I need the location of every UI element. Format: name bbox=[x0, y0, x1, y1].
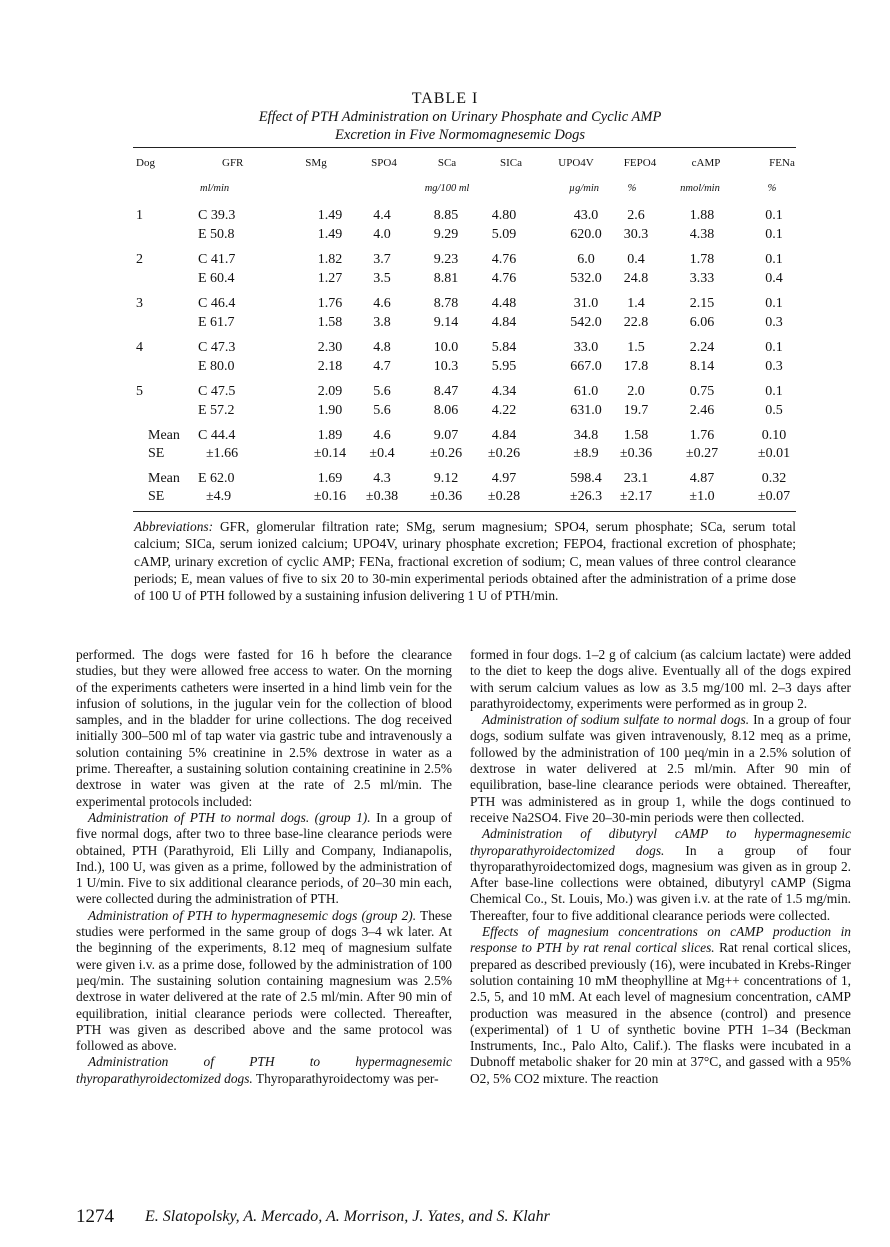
right-column bbox=[470, 647, 851, 1087]
column-header: SICa bbox=[500, 157, 522, 169]
abbreviations-label: Abbreviations: bbox=[134, 519, 214, 534]
table-cell: E 61.7 bbox=[198, 315, 235, 330]
paragraph bbox=[470, 924, 851, 1087]
table-cell: E 60.4 bbox=[198, 271, 235, 286]
table-cell: 532.0 bbox=[570, 271, 602, 286]
table-cell: ±0.28 bbox=[487, 489, 521, 504]
column-header: Dog bbox=[136, 157, 155, 169]
table-cell: 0.1 bbox=[765, 252, 783, 267]
table-cell: SE bbox=[148, 489, 165, 504]
table-cell: C 47.3 bbox=[198, 340, 236, 355]
column-header: cAMP bbox=[691, 157, 721, 169]
section-heading: Administration of PTH to hypermagnesemic thyroparathyroidectomized dogs. bbox=[76, 1054, 452, 1086]
unit-label: % bbox=[627, 183, 637, 194]
table-cell: 4.7 bbox=[373, 359, 391, 374]
table-cell: 8.14 bbox=[689, 359, 715, 374]
table-cell: 2 bbox=[136, 252, 143, 267]
table-cell: 19.7 bbox=[623, 403, 649, 418]
table-cell: 2.46 bbox=[689, 403, 715, 418]
table-cell: 1.76 bbox=[317, 296, 343, 311]
table-cell: 2.6 bbox=[627, 208, 645, 223]
table-cell: ±0.16 bbox=[313, 489, 347, 504]
table-cell: 9.07 bbox=[433, 428, 459, 443]
table-cell: 4.97 bbox=[491, 471, 517, 486]
paragraph bbox=[76, 908, 452, 1055]
table-cell: 4.84 bbox=[491, 428, 517, 443]
table-cell: 22.8 bbox=[623, 315, 649, 330]
left-column bbox=[76, 647, 452, 1087]
column-header: FEPO4 bbox=[623, 157, 657, 169]
table-bottom-rule bbox=[133, 511, 796, 512]
table-cell: ±0.4 bbox=[369, 446, 395, 461]
column-header: FENa bbox=[769, 157, 795, 169]
table-cell: 9.23 bbox=[433, 252, 459, 267]
table-cell: 1.49 bbox=[317, 227, 343, 242]
table-caption bbox=[200, 108, 720, 144]
table-cell: 5 bbox=[136, 384, 143, 399]
table-cell: C 39.3 bbox=[198, 208, 236, 223]
table-cell: 1.4 bbox=[627, 296, 645, 311]
column-header: GFR bbox=[222, 157, 244, 169]
table-cell: 4.0 bbox=[373, 227, 391, 242]
table-cell: 1 bbox=[136, 208, 143, 223]
table-cell: ±1.0 bbox=[689, 489, 715, 504]
table-cell: 3.5 bbox=[373, 271, 391, 286]
table-cell: ±2.17 bbox=[619, 489, 653, 504]
table-cell: ±0.26 bbox=[429, 446, 463, 461]
table-cell: 0.4 bbox=[765, 271, 783, 286]
column-header: SMg bbox=[305, 157, 327, 169]
table-cell: 4.87 bbox=[689, 471, 715, 486]
table-cell: 1.58 bbox=[623, 428, 649, 443]
paragraph-body: In a group of four thyroparathyroidectomized dogs, magnesium was given as in group 2. After base-line collections were obtained, dibutyryl cAMP (Sigma Chemical Co., St. Louis, Mo.) was given i.v. at the rate of 1.5 mg/min. Thereafter, four to five additional clearance periods were collected. bbox=[470, 842, 851, 923]
paragraph-body: These studies were performed in the same group of dogs 3–4 wk later. At the beginning of the experiments, 8.12 meq of magnesium sulfate were given i.v. as a prime dose, followed by the administration of 100 µeq/min. The sustaining solution containing magnesium was 2.5% dextrose in water delivered at the rate of 2.5 ml/min. After 90 min of equilibration, initial clearance periods were collected. Thereafter, PTH was given as described above and the same protocol was followed as above. bbox=[76, 907, 452, 1054]
table-cell: 4.4 bbox=[373, 208, 391, 223]
table-cell: 5.09 bbox=[491, 227, 517, 242]
paragraph-body: In a group of five normal dogs, after two to three base-line clearance periods were obtained, PTH (Parathyroid, Eli Lilly and Company, Indianapolis, Ind.), 100 U, was given as a prime, followed by the administration of 1 U/min. Five to six additional clearance periods, of 20–30 min each, were collected during the administration of PTH. bbox=[76, 809, 453, 907]
table-cell: 0.1 bbox=[765, 384, 783, 399]
table-cell: ±0.07 bbox=[757, 489, 791, 504]
paragraph bbox=[470, 826, 851, 924]
table-cell: C 44.4 bbox=[198, 428, 236, 443]
table-cell: 4.38 bbox=[689, 227, 715, 242]
table-cell: 1.76 bbox=[689, 428, 715, 443]
table-cell: 5.84 bbox=[491, 340, 517, 355]
table-cell: ±0.01 bbox=[757, 446, 791, 461]
table-cell: ±1.66 bbox=[206, 446, 239, 461]
table-cell: 1.27 bbox=[317, 271, 343, 286]
table-cell: ±0.36 bbox=[619, 446, 653, 461]
section-heading: Administration of PTH to hypermagnesemic dogs (group 2). bbox=[88, 907, 417, 923]
table-cell: 4.34 bbox=[491, 384, 517, 399]
table-cell: 620.0 bbox=[570, 227, 602, 242]
author-list: E. Slatopolsky, A. Mercado, A. Morrison, J. Yates, and S. Klahr bbox=[145, 1208, 550, 1225]
table-cell: ±0.38 bbox=[365, 489, 399, 504]
table-cell: 4.22 bbox=[491, 403, 517, 418]
table-cell: C 46.4 bbox=[198, 296, 236, 311]
table-cell: 0.3 bbox=[765, 359, 783, 374]
table-cell: 31.0 bbox=[573, 296, 599, 311]
table-cell: 1.90 bbox=[317, 403, 343, 418]
table-cell: E 50.8 bbox=[198, 227, 235, 242]
paragraph bbox=[76, 810, 452, 908]
table-cell: 4.8 bbox=[373, 340, 391, 355]
table-cell: 1.88 bbox=[689, 208, 715, 223]
table-cell: 1.49 bbox=[317, 208, 343, 223]
column-header: SPO4 bbox=[371, 157, 397, 169]
page-number: 1274 bbox=[76, 1206, 114, 1227]
table-cell: 0.5 bbox=[765, 403, 783, 418]
table-cell: 43.0 bbox=[573, 208, 599, 223]
table-cell: ±4.9 bbox=[206, 489, 232, 504]
paragraph: formed in four dogs. 1–2 g of calcium (as calcium lactate) were added to the diet to keep the dogs alive. Eventually all of the dogs expired with serum calcium values as low as 3.5 mg/100 ml. 2–3 days after parathyroidectomy, experiments were performed as in group 2. bbox=[470, 647, 851, 711]
table-cell: E 62.0 bbox=[198, 471, 235, 486]
section-heading: Administration of sodium sulfate to normal dogs. bbox=[482, 712, 750, 728]
table-cell: C 41.7 bbox=[198, 252, 236, 267]
table-cell: 8.06 bbox=[433, 403, 459, 418]
table-cell: 6.0 bbox=[577, 252, 595, 267]
table-cell: E 80.0 bbox=[198, 359, 235, 374]
table-cell: ±0.14 bbox=[313, 446, 347, 461]
table-cell: 4 bbox=[136, 340, 143, 355]
table-cell: 0.1 bbox=[765, 340, 783, 355]
abbreviations-text: GFR, glomerular filtration rate; SMg, serum magnesium; SPO4, serum phosphate; SCa, serum total calcium; SICa, serum ionized calcium; UPO4V, urinary phosphate excretion; FEPO4, fractional excretion of phosphate; cAMP, urinary excretion of cyclic AMP; FENa, fractional excretion of sodium; C, mean values of three control clearance periods; E, mean values of five to six 20 to 30-min experimental periods obtained after the administration of a prime dose of 100 U of PTH followed by a sustaining infusion delivering 1 U of PTH/min. bbox=[134, 519, 797, 604]
paragraph-body: Thyroparathyroidectomy was per- bbox=[252, 1070, 439, 1086]
table-cell: ±26.3 bbox=[569, 489, 603, 504]
section-heading: Effects of magnesium concentrations on cAMP production in response to PTH by rat renal cortical slices. bbox=[470, 924, 851, 956]
paragraph: performed. The dogs were fasted for 16 h before the clearance studies, but they were allowed free access to water. On the morning of the experiments catheters were inserted in a hind limb vein for the infusion of solutions, in the jugular vein for the collection of blood samples, and in the bladder for urine collections. The dog received initially 300–500 ml of tap water via gastric tube and intravenously a solution containing 5% creatinine in 2.5% dextrose in water as a prime. Thereafter, a sustaining solution containing creatinine in 2.5% dextrose in water was given at the rate of 2.5 ml/min. The experimental protocols included: bbox=[76, 647, 452, 809]
section-heading: Administration of PTH to normal dogs. (group 1). bbox=[88, 809, 371, 825]
table-caption-line-2: Excretion in Five Normomagnesemic Dogs bbox=[335, 127, 585, 143]
table-cell: 30.3 bbox=[623, 227, 649, 242]
table-cell: 4.6 bbox=[373, 296, 391, 311]
table-cell: 8.81 bbox=[433, 271, 459, 286]
table-cell: 542.0 bbox=[570, 315, 602, 330]
table-cell: 0.1 bbox=[765, 296, 783, 311]
table-cell: 61.0 bbox=[573, 384, 599, 399]
table-cell: 3.33 bbox=[689, 271, 715, 286]
unit-label: µg/min bbox=[569, 183, 599, 194]
table-cell: 4.84 bbox=[491, 315, 517, 330]
paragraph bbox=[470, 712, 851, 826]
table-cell: 2.09 bbox=[317, 384, 343, 399]
section-heading: Administration of dibutyryl cAMP to hypermagnesemic thyroparathyroidectomized dogs. bbox=[470, 826, 851, 858]
table-cell: 8.85 bbox=[433, 208, 459, 223]
table-caption-line-1: Effect of PTH Administration on Urinary Phosphate and Cyclic AMP bbox=[258, 109, 662, 125]
column-header: UPO4V bbox=[558, 157, 594, 169]
paragraph bbox=[76, 1054, 452, 1087]
table-cell: ±8.9 bbox=[573, 446, 599, 461]
table-cell: 4.6 bbox=[373, 428, 391, 443]
table-cell: 0.1 bbox=[765, 227, 783, 242]
table-cell: 2.15 bbox=[689, 296, 715, 311]
table-cell: 1.82 bbox=[317, 252, 343, 267]
table-cell: 24.8 bbox=[623, 271, 649, 286]
table-cell: 8.78 bbox=[433, 296, 459, 311]
table-cell: 598.4 bbox=[570, 471, 602, 486]
table-cell: ±0.27 bbox=[685, 446, 719, 461]
table-cell: 631.0 bbox=[570, 403, 602, 418]
table-cell: 23.1 bbox=[623, 471, 649, 486]
table-cell: 2.18 bbox=[317, 359, 343, 374]
paragraph-body: Rat renal cortical slices, prepared as described previously (16), were incubated in Krebs-Ringer solution containing 10 mM theophylline at Mg++ concentrations of 1, 2.5, 5, and 10 mM. At each level of magnesium concentration, cAMP production was measured in the absence (control) and presence (experimental) of 1 U of synthetic bovine PTH 1–34 (Beckman Instruments, Inc., Palo Alto, Calif.). The flasks were incubated in a Dubnoff metabolic shaker for 20 min at 37°C, and gassed with a 95% O2, 5% CO2 mixture. The reaction bbox=[470, 940, 851, 1086]
table-cell: 4.76 bbox=[491, 252, 517, 267]
unit-label: mg/100 ml bbox=[424, 183, 470, 194]
table-cell: 4.48 bbox=[491, 296, 517, 311]
table-top-rule bbox=[133, 147, 796, 148]
paragraph-body: In a group of four dogs, sodium sulfate was given intravenously, 8.12 meq as a prime, followed by the administration of 100 µeq/min in a 2.5% solution of dextrose in water delivered at 2.5 ml/min. After 90 min of equilibration, base-line clearance periods were obtained. Thereafter, PTH was administered as in group 1, while the dogs continued to receive Na2SO4. Five 20–30-min periods were then collected. bbox=[470, 712, 851, 825]
table-cell: 9.14 bbox=[433, 315, 459, 330]
unit-label: % bbox=[767, 183, 777, 194]
table-cell: 33.0 bbox=[573, 340, 599, 355]
table-cell: 6.06 bbox=[689, 315, 715, 330]
table-cell: 9.29 bbox=[433, 227, 459, 242]
table-cell: ±0.26 bbox=[487, 446, 521, 461]
table-cell: 0.3 bbox=[765, 315, 783, 330]
table-heading: TABLE I bbox=[411, 90, 479, 107]
table-cell: 5.95 bbox=[491, 359, 517, 374]
table-cell: SE bbox=[148, 446, 165, 461]
table-cell: 9.12 bbox=[433, 471, 459, 486]
table-cell: 0.32 bbox=[761, 471, 787, 486]
table-cell: 2.30 bbox=[317, 340, 343, 355]
column-header: SCa bbox=[437, 157, 457, 169]
unit-label: ml/min bbox=[200, 183, 230, 194]
table-cell: E 57.2 bbox=[198, 403, 235, 418]
table-cell: 8.47 bbox=[433, 384, 459, 399]
table-cell: 17.8 bbox=[623, 359, 649, 374]
table-cell: 10.0 bbox=[433, 340, 459, 355]
table-cell: 1.5 bbox=[627, 340, 645, 355]
table-cell: 1.78 bbox=[689, 252, 715, 267]
table-cell: 1.69 bbox=[317, 471, 343, 486]
table-cell: 34.8 bbox=[573, 428, 599, 443]
table-cell: Mean bbox=[148, 471, 180, 486]
table-cell: 1.89 bbox=[317, 428, 343, 443]
table-cell: 3 bbox=[136, 296, 143, 311]
table-cell: Mean bbox=[148, 428, 180, 443]
table-cell: 5.6 bbox=[373, 403, 391, 418]
table-cell: 0.10 bbox=[761, 428, 787, 443]
table-cell: 4.3 bbox=[373, 471, 391, 486]
table-cell: C 47.5 bbox=[198, 384, 236, 399]
table-cell: 10.3 bbox=[433, 359, 459, 374]
table-cell: 0.75 bbox=[689, 384, 715, 399]
table-cell: 3.8 bbox=[373, 315, 391, 330]
table-cell: 5.6 bbox=[373, 384, 391, 399]
table-cell: ±0.36 bbox=[429, 489, 463, 504]
table-cell: 667.0 bbox=[570, 359, 602, 374]
table-cell: 2.0 bbox=[627, 384, 645, 399]
table-cell: 4.80 bbox=[491, 208, 517, 223]
table-cell: 1.58 bbox=[317, 315, 343, 330]
table-cell: 4.76 bbox=[491, 271, 517, 286]
unit-label: nmol/min bbox=[680, 183, 720, 194]
table-cell: 0.4 bbox=[627, 252, 645, 267]
abbreviations-note bbox=[134, 518, 796, 604]
table-cell: 3.7 bbox=[373, 252, 391, 267]
table-cell: 2.24 bbox=[689, 340, 715, 355]
table-cell: 0.1 bbox=[765, 208, 783, 223]
